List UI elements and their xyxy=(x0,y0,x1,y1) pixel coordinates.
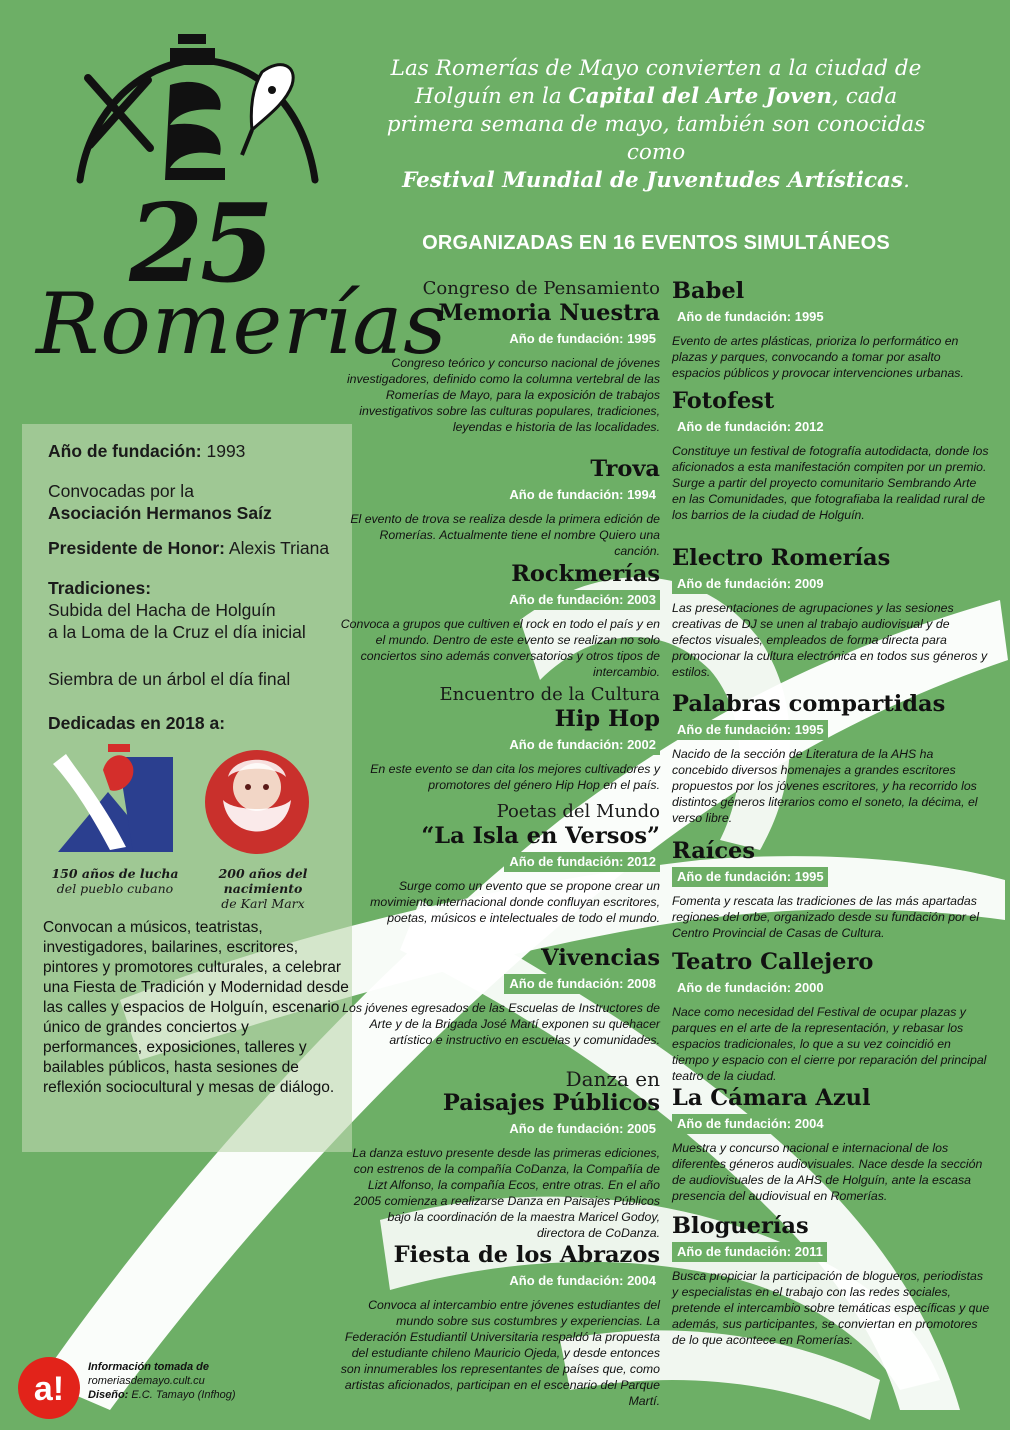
event-raices xyxy=(672,838,990,941)
event-year: Año de fundación: 2011 xyxy=(672,1242,827,1262)
event-name: Fiesta de los Abrazos xyxy=(393,1242,660,1268)
event-year: Año de fundación: 2000 xyxy=(672,978,828,998)
event-year: Año de fundación: 2004 xyxy=(672,1114,828,1134)
event-description: La danza estuvo presente desde las primeras ediciones, con estrenos de la compañía CoDanza, la Compañía de Lizt Alfonso, la compañía Ecos, entre otras. En el año 2005 comienza a realizarse Danza en Paisajes Públicos bajo la coordinación de la maestra Maricel Godoy, directora de CoDanza. xyxy=(352,1146,660,1240)
event-babel xyxy=(672,278,990,381)
event-description: Muestra y concurso nacional e internacional de los diferentes géneros audiovisuales. Nace desde la sección de audiovisuales de la AHS de Holguín, ante la escasa presencia del audiovisual en Romerías. xyxy=(672,1141,983,1203)
cuban-flag-emblem-icon xyxy=(48,742,178,857)
event-name: Palabras compartidas xyxy=(672,691,946,717)
event-fotofest xyxy=(672,388,990,523)
event-name: Rockmerías xyxy=(511,561,660,587)
event-description: Constituye un festival de fotografía autodidacta, donde los aficionados a esta manifestación compiten por un premio. Surge a partir del proyecto comunitario Sembrando Arte en las Comunidades, que fotografiaba la realidad rural de los barrios de la ciudad de Holguín. xyxy=(672,444,989,522)
event-danza-paisajes-publicos xyxy=(340,1068,660,1241)
event-name: Babel xyxy=(672,278,745,304)
convocan-paragraph: Convocan a músicos, teatristas, investigadores, bailarines, escritores, pintores y promotores culturales, a celebrar una Fiesta de Tradición y Modernidad desde las calles y espacios de Holguín, escenario único de grandes conciertos y performances, exposiciones, talleres y bailables públicos, hasta sesiones de reflexión sociocultural y mesas de diálogo. xyxy=(43,919,349,1096)
event-description: Surge como un evento que se propone crear un movimiento internacional donde confluyan escritores, poetas, músicos e intelectuales de todo el mundo. xyxy=(370,879,660,925)
event-name: Paisajes Públicos xyxy=(442,1090,660,1116)
event-prefix: Poetas del Mundo xyxy=(496,801,660,822)
event-name: Electro Romerías xyxy=(672,545,891,571)
event-description: Congreso teórico y concurso nacional de jóvenes investigadores, definido como la columna vertebral de las Romerías de Mayo, para la exposición de trabajos investigativos sobre las culturas populares, tradiciones, leyendas e historia de las localidades. xyxy=(346,356,660,434)
event-year: Año de fundación: 2008 xyxy=(504,974,660,994)
event-name: Fotofest xyxy=(672,388,775,414)
event-camara-azul xyxy=(672,1085,990,1204)
a-logo-icon xyxy=(16,1355,82,1421)
karl-marx-portrait-icon xyxy=(198,742,316,857)
dedicadas-heading: Dedicadas en 2018 a: xyxy=(48,713,226,733)
event-rockmerias xyxy=(340,561,660,680)
event-name: Hip Hop xyxy=(554,706,660,732)
event-name: Bloguerías xyxy=(672,1213,809,1239)
event-trova xyxy=(340,456,660,559)
event-description: Evento de artes plásticas, prioriza lo performático en plazas y parques, convocando a tomar por asalto espacios públicos y provocar intervenciones urbanas. xyxy=(672,334,964,380)
logo-number: 25 xyxy=(116,181,282,307)
event-name: Vivencias xyxy=(541,945,660,971)
event-name: “La Isla en Versos” xyxy=(421,823,660,849)
event-memoria-nuestra xyxy=(340,278,660,435)
event-name: Memoria Nuestra xyxy=(438,300,660,326)
event-year: Año de fundación: 2005 xyxy=(504,1119,660,1139)
event-palabras-compartidas xyxy=(672,691,990,826)
event-year: Año de fundación: 1995 xyxy=(504,329,660,349)
event-fiesta-abrazos xyxy=(340,1242,660,1409)
event-year: Año de fundación: 2009 xyxy=(672,574,828,594)
dedication-marx-caption: 200 años del nacimiento de Karl Marx xyxy=(218,866,308,911)
convocadas-line: Convocadas por la Asociación Hermanos Saíz xyxy=(48,481,272,523)
event-prefix: Danza en xyxy=(565,1067,660,1091)
credits-block: Información tomada de romeriasdemayo.cult.cu Diseño: E.C. Tamayo (Infhog) xyxy=(88,1361,236,1401)
event-name: Teatro Callejero xyxy=(672,949,874,975)
event-prefix: Encuentro de la Cultura xyxy=(439,684,660,705)
event-electro-romerias xyxy=(672,545,990,680)
event-description: Las presentaciones de agrupaciones y las sesiones creativas de DJ se unen al trabajo audiovisual y de efectos visuales, empleados de forma directa para promocionar la cultura electrónica en todos sus géneros y estilos. xyxy=(672,601,988,679)
event-description: Convoca a grupos que cultiven el rock en todo el país y en el mundo. Dentro de este evento se realizan no solo conciertos sino además conversatorios y otros tipos de intercambio. xyxy=(340,617,660,679)
event-name: Trova xyxy=(590,456,660,482)
event-name: Raíces xyxy=(672,838,756,864)
event-description: Fomenta y rescata las tradiciones de las más apartadas regiones del orbe, organizado desde su fundación por el Centro Provincial de Casas de Cultura. xyxy=(672,894,979,940)
event-prefix: Congreso de Pensamiento xyxy=(422,278,660,299)
event-hip-hop xyxy=(340,684,660,793)
logo-wordmark: Romerías xyxy=(36,275,448,373)
event-bloguerias xyxy=(672,1213,990,1348)
event-year: Año de fundación: 1995 xyxy=(672,720,828,740)
tradiciones-block: Tradiciones: Subida del Hacha de Holguín a la Loma de la Cruz el día inicial xyxy=(48,578,306,642)
event-year: Año de fundación: 2012 xyxy=(672,417,828,437)
event-isla-en-versos xyxy=(340,801,660,926)
event-year: Año de fundación: 1995 xyxy=(672,307,828,327)
event-year: Año de fundación: 2003 xyxy=(504,590,660,610)
event-year: Año de fundación: 2004 xyxy=(504,1271,660,1291)
event-name: La Cámara Azul xyxy=(672,1085,871,1111)
event-description: Nacido de la sección de Literatura de la AHS ha concebido diversos homenajes a grandes escritores propuestos por los jóvenes escritores, y ha recorrido los distintos géneros literarios como el soneto, la décima, el verso libre. xyxy=(672,747,978,825)
event-description: Busca propiciar la participación de blogueros, periodistas y especialistas en el trabajo con las redes sociales, pretende el intercambio sobre temáticas específicas y que además, sus participantes, se conviertan en promotores de lo que acontece en Romerías. xyxy=(672,1269,990,1347)
tradicion-final: Siembra de un árbol el día final xyxy=(48,669,291,689)
event-description: Los jóvenes egresados de las Escuelas de Instructores de Arte y de la Brigada José Martí exponen su quehacer artístico e instructivo en escuelas y comunidades. xyxy=(342,1001,660,1047)
event-description: El evento de trova se realiza desde la primera edición de Romerías. Actualmente tiene el nombre Quiero una canción. xyxy=(350,512,660,558)
event-year: Año de fundación: 1995 xyxy=(672,867,828,887)
event-teatro-callejero xyxy=(672,949,990,1084)
event-year: Año de fundación: 2012 xyxy=(504,852,660,872)
event-year: Año de fundación: 1994 xyxy=(504,485,660,505)
event-description: Nace como necesidad del Festival de ocupar plazas y parques en el arte de la representación, y rebasar los espacios tradicionales, lo que a su vez coincidió en tiempo y espacio con el cierre por reparación del principal teatro de la ciudad. xyxy=(672,1005,987,1083)
event-vivencias xyxy=(340,945,660,1048)
intro-paragraph: Las Romerías de Mayo convierten a la ciudad de Holguín en la Capital del Arte Joven, cada primera semana de mayo, también son conocidas como Festival Mundial de Juventudes Artísticas. xyxy=(386,56,926,193)
event-description: En este evento se dan cita los mejores cultivadores y promotores del género Hip Hop en el país. xyxy=(370,762,660,792)
events-subtitle: ORGANIZADAS EN 16 EVENTOS SIMULTÁNEOS xyxy=(422,232,890,254)
presidente-line: Presidente de Honor: Alexis Triana xyxy=(48,538,330,558)
fundacion-line: Año de fundación: 1993 xyxy=(48,441,246,461)
dedication-cuba-caption: 150 años de lucha del pueblo cubano xyxy=(51,866,179,896)
a-logo-text: a! xyxy=(33,1370,65,1408)
event-description: Convoca al intercambio entre jóvenes estudiantes del mundo sobre sus costumbres y experiencias. La Federación Estudiantil Universitaria respaldó la propuesta del estudiante chileno Mauricio Ojeda, y desde entonces son innumerables los representantes de países que, como artistas aficionados, participan en el escenario del Parque Martí. xyxy=(340,1298,660,1408)
event-year: Año de fundación: 2002 xyxy=(504,735,660,755)
